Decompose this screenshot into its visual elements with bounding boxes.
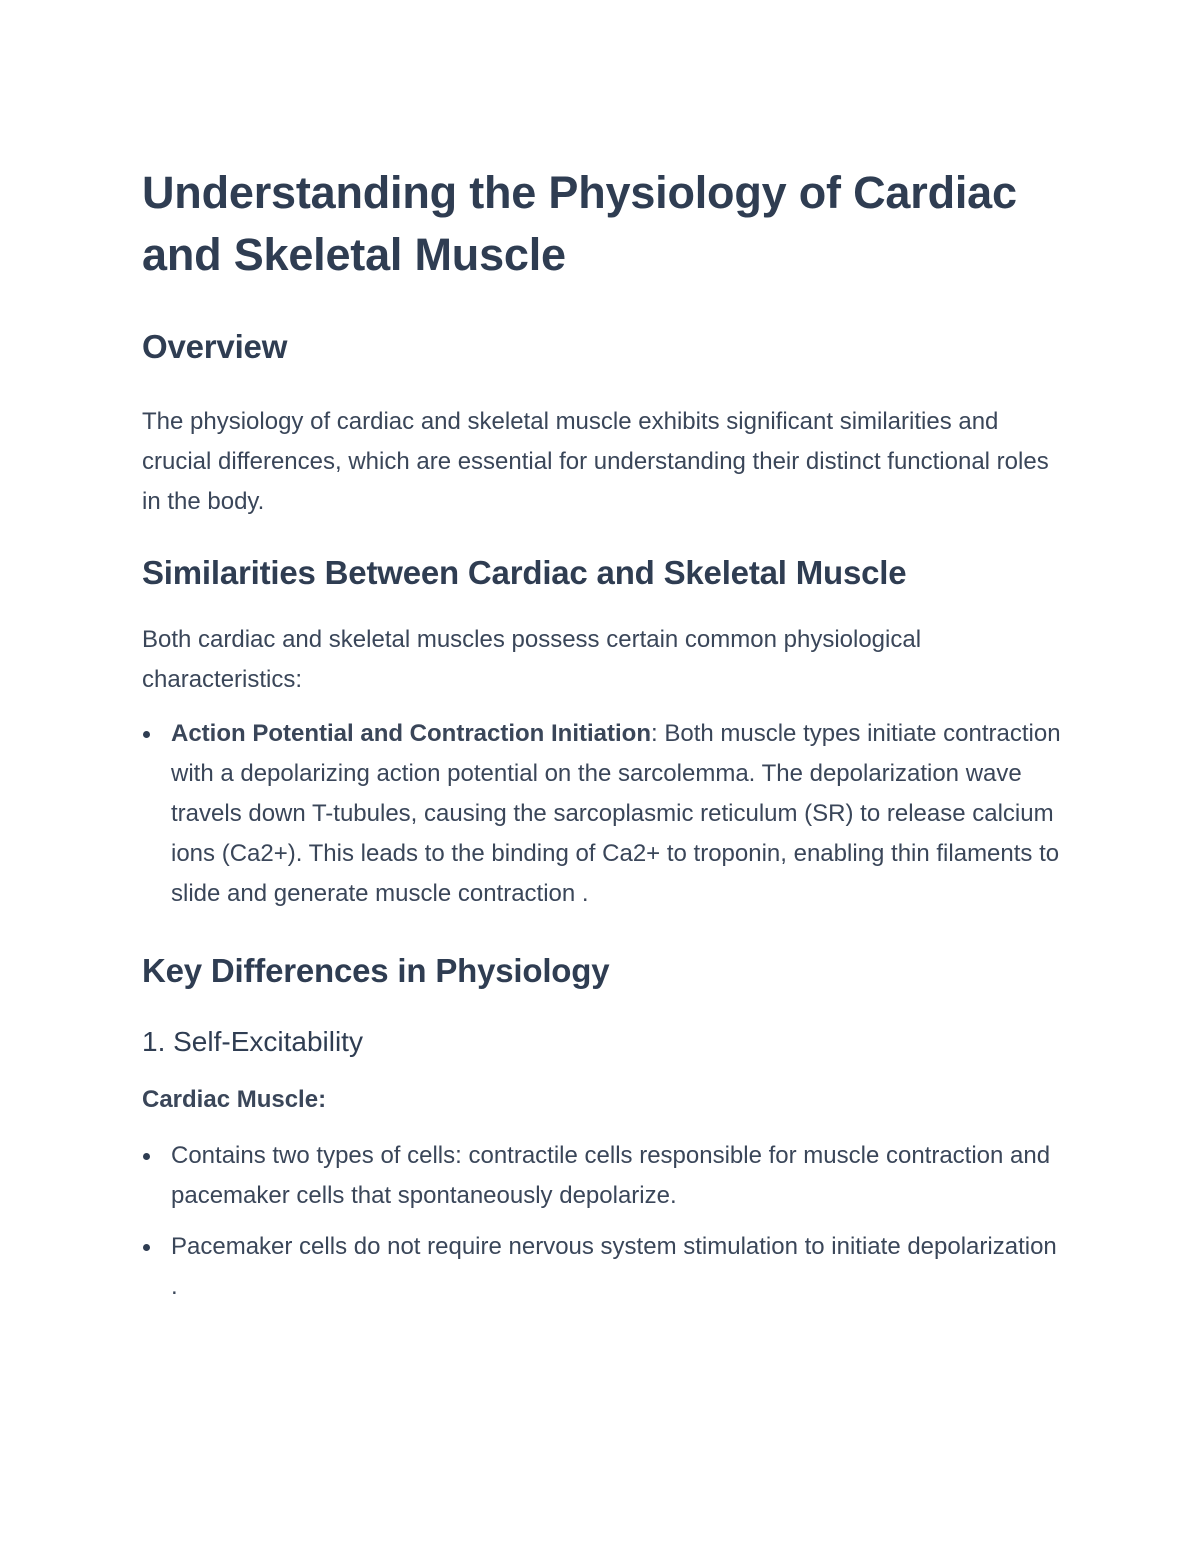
differences-heading: Key Differences in Physiology: [142, 952, 610, 989]
self-excitability-heading: 1. Self-Excitability: [142, 1026, 363, 1057]
differences-list: [142, 1136, 1062, 1307]
list-item: [142, 714, 1062, 914]
similarities-intro: Both cardiac and skeletal muscles possess certain common physiological characteristics:: [142, 626, 922, 693]
list-item-label: Action Potential and Contraction Initiation: [171, 720, 651, 747]
list-item: [142, 1136, 1062, 1216]
document-page: [142, 162, 1062, 1307]
list-item-text: Contains two types of cells: contractile cells responsible for muscle contraction and pacemaker cells that spontaneously depolarize.: [171, 1142, 1051, 1209]
bullet-icon: [143, 1153, 150, 1160]
bullet-icon: [143, 731, 150, 738]
list-item-separator: :: [651, 720, 665, 747]
list-item: [142, 1227, 1062, 1307]
list-item-text: Pacemaker cells do not require nervous system stimulation to initiate depolarization .: [171, 1233, 1057, 1300]
overview-heading: Overview: [142, 328, 288, 365]
cardiac-muscle-label: Cardiac Muscle:: [142, 1086, 327, 1113]
list-item-text: Both muscle types initiate contraction with a depolarizing action potential on the sarcolemma. The depolarization wave travels down T-tubules, causing the sarcoplasmic reticulum (SR) to release calcium ions (Ca2+). This leads to the binding of Ca2+ to troponin, enabling thin filaments to slide and generate muscle contraction .: [171, 720, 1061, 907]
overview-paragraph: The physiology of cardiac and skeletal muscle exhibits significant similarities and crucial differences, which are essential for understanding their distinct functional roles in the body.: [142, 408, 1049, 515]
bullet-icon: [143, 1244, 150, 1251]
similarities-heading: Similarities Between Cardiac and Skeletal Muscle: [142, 554, 907, 591]
similarities-list: [142, 714, 1062, 914]
document-title: Understanding the Physiology of Cardiac and Skeletal Muscle: [142, 167, 1017, 280]
